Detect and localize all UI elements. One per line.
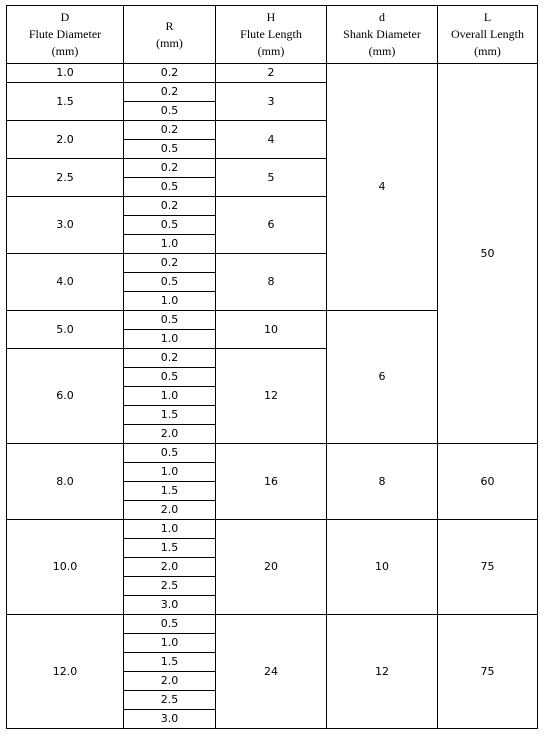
- shank-diameter-cell: 4: [327, 64, 438, 311]
- flute-length-cell: 5: [216, 159, 327, 197]
- radius-cell: 0.5: [124, 444, 216, 463]
- header-radius: [124, 6, 216, 64]
- radius-cell: 2.0: [124, 672, 216, 691]
- radius-cell: 0.2: [124, 64, 216, 83]
- dimension-table: [6, 5, 538, 729]
- flute-diameter-cell: 12.0: [7, 615, 124, 729]
- flute-diameter-cell: 1.0: [7, 64, 124, 83]
- flute-length-cell: 24: [216, 615, 327, 729]
- flute-diameter-cell: 2.0: [7, 121, 124, 159]
- radius-cell: 0.2: [124, 197, 216, 216]
- flute-length-cell: 8: [216, 254, 327, 311]
- radius-cell: 2.0: [124, 501, 216, 520]
- header-unit-R: (mm): [156, 35, 183, 50]
- header-name-D: Flute Diameter: [28, 27, 102, 41]
- header-symbol-d: d: [379, 10, 385, 24]
- flute-length-cell: 6: [216, 197, 327, 254]
- flute-diameter-cell: 3.0: [7, 197, 124, 254]
- flute-length-cell: 3: [216, 83, 327, 121]
- radius-cell: 0.2: [124, 254, 216, 273]
- overall-length-cell: 60: [438, 444, 538, 520]
- flute-diameter-cell: 6.0: [7, 349, 124, 444]
- shank-diameter-cell: 8: [327, 444, 438, 520]
- table-row: [7, 615, 538, 634]
- radius-cell: 1.5: [124, 406, 216, 425]
- table-body: [7, 64, 538, 729]
- table-row: [7, 64, 538, 83]
- header-flute-length: [216, 6, 327, 64]
- header-symbol-R: R: [165, 18, 174, 33]
- flute-diameter-cell: 8.0: [7, 444, 124, 520]
- flute-diameter-cell: 2.5: [7, 159, 124, 197]
- shank-diameter-cell: 6: [327, 311, 438, 444]
- radius-cell: 3.0: [124, 596, 216, 615]
- header-symbol-H: H: [266, 10, 276, 24]
- flute-length-cell: 16: [216, 444, 327, 520]
- flute-diameter-cell: 1.5: [7, 83, 124, 121]
- header-unit-H: (mm): [257, 44, 285, 58]
- overall-length-cell: 75: [438, 520, 538, 615]
- overall-length-cell: 50: [438, 64, 538, 444]
- radius-cell: 1.0: [124, 520, 216, 539]
- radius-cell: 2.5: [124, 691, 216, 710]
- table-row: [7, 444, 538, 463]
- header-name-H: Flute Length: [240, 27, 302, 41]
- flute-length-cell: 2: [216, 64, 327, 83]
- header-unit-L: (mm): [474, 44, 501, 58]
- flute-length-cell: 12: [216, 349, 327, 444]
- radius-cell: 0.5: [124, 273, 216, 292]
- flute-diameter-cell: 4.0: [7, 254, 124, 311]
- flute-length-cell: 10: [216, 311, 327, 349]
- header-flute-diameter: [7, 6, 124, 64]
- header-symbol-D: D: [60, 10, 70, 24]
- header-shank-diameter: [327, 6, 438, 64]
- shank-diameter-cell: 10: [327, 520, 438, 615]
- radius-cell: 0.5: [124, 102, 216, 121]
- radius-cell: 0.2: [124, 83, 216, 102]
- flute-length-cell: 4: [216, 121, 327, 159]
- header-unit-d: (mm): [368, 44, 396, 58]
- header-overall-length: [438, 6, 538, 64]
- radius-cell: 1.5: [124, 653, 216, 672]
- radius-cell: 1.0: [124, 463, 216, 482]
- header-unit-D: (mm): [51, 44, 79, 58]
- header-symbol-L: L: [483, 10, 492, 24]
- radius-cell: 1.5: [124, 482, 216, 501]
- header-row: [7, 6, 538, 64]
- flute-diameter-cell: 5.0: [7, 311, 124, 349]
- radius-cell: 1.0: [124, 387, 216, 406]
- radius-cell: 0.5: [124, 216, 216, 235]
- radius-cell: 0.5: [124, 615, 216, 634]
- radius-cell: 0.5: [124, 311, 216, 330]
- flute-diameter-cell: 10.0: [7, 520, 124, 615]
- table-row: [7, 520, 538, 539]
- header-name-L: Overall Length: [451, 27, 524, 41]
- radius-cell: 1.5: [124, 539, 216, 558]
- overall-length-cell: 75: [438, 615, 538, 729]
- shank-diameter-cell: 12: [327, 615, 438, 729]
- radius-cell: 0.5: [124, 140, 216, 159]
- radius-cell: 0.2: [124, 349, 216, 368]
- radius-cell: 1.0: [124, 235, 216, 254]
- header-name-d: Shank Diameter: [343, 27, 421, 41]
- radius-cell: 1.0: [124, 634, 216, 653]
- radius-cell: 0.2: [124, 159, 216, 178]
- radius-cell: 0.2: [124, 121, 216, 140]
- radius-cell: 3.0: [124, 710, 216, 729]
- flute-length-cell: 20: [216, 520, 327, 615]
- radius-cell: 1.0: [124, 330, 216, 349]
- radius-cell: 0.5: [124, 178, 216, 197]
- radius-cell: 2.0: [124, 558, 216, 577]
- radius-cell: 1.0: [124, 292, 216, 311]
- radius-cell: 0.5: [124, 368, 216, 387]
- radius-cell: 2.0: [124, 425, 216, 444]
- radius-cell: 2.5: [124, 577, 216, 596]
